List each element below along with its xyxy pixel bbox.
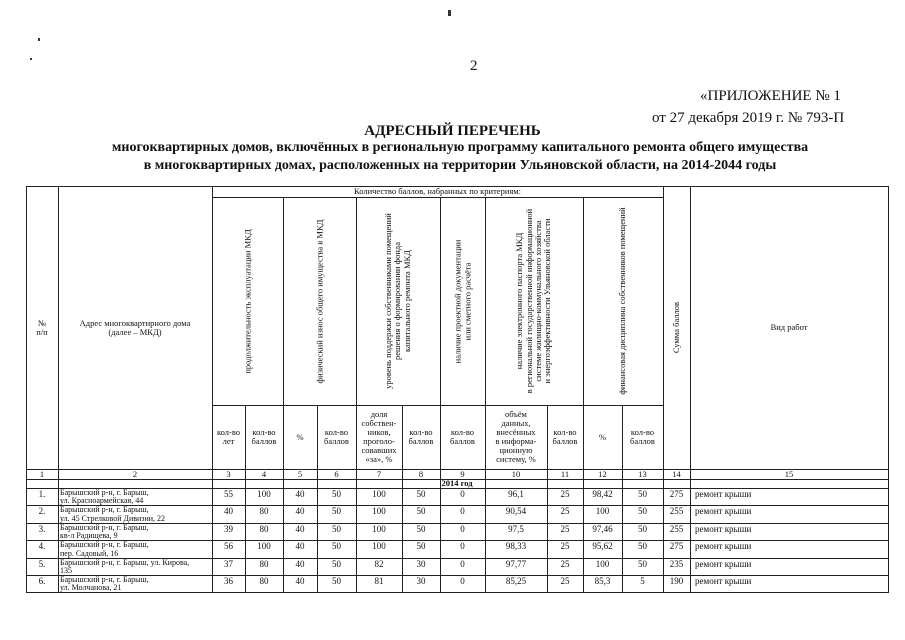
- row-value: 81: [374, 576, 384, 586]
- row-value: 50: [416, 523, 426, 534]
- row-value: 255: [669, 506, 684, 517]
- row-value: 97,5: [508, 523, 524, 534]
- row-number: 2.: [38, 506, 46, 517]
- row-value: 0: [460, 523, 465, 534]
- row-value: 0: [460, 489, 465, 499]
- row-value: 30: [416, 558, 426, 569]
- criterion-header-5: наличие электронного паспорта МКД в региональной государственной информационной системе жилищно-коммунального хозяйства и энергоэффективности Ульяновской области: [514, 208, 553, 394]
- row-value: 96,1: [508, 489, 524, 499]
- row-value: 30: [416, 576, 426, 586]
- column-header-address: Адрес многоквартирного дома (далее – МКД): [79, 317, 191, 337]
- row-value: 100: [257, 489, 271, 499]
- row-value: 50: [332, 541, 341, 552]
- row-value: 50: [416, 489, 426, 499]
- row-value: 25: [560, 489, 570, 499]
- row-value: 80: [259, 506, 269, 517]
- criterion-header-3: уровень поддержки собственниками помещений решения о формировании фонда капитального ремонта МКД: [382, 213, 412, 389]
- column-number: 4: [261, 468, 267, 479]
- column-header-work-type: Вид работ: [770, 322, 808, 333]
- subheader-cell: кол-во баллов: [251, 427, 277, 446]
- row-value: 100: [595, 506, 610, 517]
- row-value: 50: [416, 506, 426, 517]
- subheader-cell: кол-во лет: [216, 427, 241, 446]
- subheader-cell: объём данных, внесённых в информа- ционную систему, %: [495, 409, 537, 464]
- appendix-label: «ПРИЛОЖЕНИЕ № 1: [700, 88, 841, 104]
- row-value: 25: [560, 523, 570, 534]
- document-title: АДРЕСНЫЙ ПЕРЕЧЕНЬ: [364, 123, 541, 139]
- row-value: 100: [372, 541, 386, 552]
- row-work-type: ремонт крыши: [695, 506, 752, 517]
- row-value: 98,42: [592, 489, 613, 499]
- row-value: 100: [372, 506, 386, 517]
- table-border-right: [888, 186, 889, 593]
- row-value: 0: [460, 576, 465, 586]
- decree-reference: от 27 декабря 2019 г. № 793-П: [652, 110, 845, 126]
- criterion-header-4: наличие проектной документации или сметного расчёта: [452, 239, 472, 363]
- row-value: 50: [332, 523, 341, 534]
- column-number: 5: [297, 468, 303, 479]
- column-header-score-sum: Сумма баллов: [670, 301, 681, 354]
- row-value: 95,62: [592, 541, 613, 552]
- row-value: 40: [295, 506, 305, 517]
- column-number: 2: [132, 468, 138, 479]
- scan-speck: [448, 10, 451, 16]
- column-number: 7: [376, 468, 382, 479]
- row-value: 39: [224, 523, 233, 534]
- row-address: Барышский р-н, г. Барыш, ул. Красноармейская, 44: [60, 488, 149, 506]
- column-number: 12: [598, 468, 607, 479]
- row-work-type: ремонт крыши: [695, 558, 752, 569]
- subheader-cell: доля собствен- ников, проголо- совавших «за», %: [361, 409, 397, 464]
- criterion-header-1: продолжительность эксплуатации МКД: [241, 228, 252, 374]
- year-row-label: 2014 год: [441, 478, 473, 489]
- row-value: 97,77: [505, 558, 527, 569]
- row-value: 40: [295, 576, 305, 586]
- column-number: 6: [334, 468, 339, 479]
- row-number: 6.: [38, 576, 46, 586]
- row-value: 50: [416, 541, 426, 552]
- row-value: 80: [259, 558, 269, 569]
- row-value: 0: [460, 558, 465, 569]
- row-value: 100: [595, 558, 610, 569]
- column-number: 13: [638, 468, 647, 479]
- scan-speck: [38, 38, 40, 41]
- column-number: 9: [460, 468, 465, 479]
- row-address: Барышский р-н, г. Барыш, ул. Молчанова, 21: [60, 575, 149, 593]
- row-number: 3.: [38, 523, 46, 534]
- row-value: 85,3: [594, 576, 611, 586]
- row-value: 50: [638, 558, 647, 569]
- column-number: 10: [511, 468, 521, 479]
- row-value: 0: [460, 541, 465, 552]
- row-value: 97,46: [592, 523, 613, 534]
- row-value: 50: [638, 489, 647, 499]
- row-value: 36: [224, 576, 233, 586]
- criteria-group-header: Количество баллов, набранных по критериям:: [353, 186, 522, 197]
- row-value: 50: [638, 506, 647, 517]
- scan-speck: [30, 58, 32, 60]
- row-value: 85,25: [505, 576, 527, 586]
- row-work-type: ремонт крыши: [695, 541, 752, 552]
- subheader-cell: %: [598, 431, 607, 442]
- row-value: 50: [332, 506, 341, 517]
- row-value: 25: [560, 506, 570, 517]
- row-value: 255: [669, 523, 684, 534]
- column-number: 14: [672, 468, 681, 479]
- row-value: 82: [374, 558, 384, 569]
- row-address: Барышский р-н, г. Барыш, ул. Кирова, 135: [60, 557, 190, 575]
- row-value: 25: [560, 541, 570, 552]
- row-work-type: ремонт крыши: [695, 523, 752, 534]
- row-value: 80: [259, 523, 269, 534]
- subheader-cell: кол-во баллов: [630, 427, 655, 446]
- subheader-cell: кол-во баллов: [450, 427, 475, 446]
- row-value: 40: [295, 558, 305, 569]
- column-header-number: № п/п: [36, 317, 48, 337]
- row-value: 80: [259, 576, 269, 586]
- document-subtitle-line2: в многоквартирных домах, расположенных на территории Ульяновской области, на 2014-2044 годы: [143, 158, 777, 173]
- row-value: 25: [560, 558, 570, 569]
- row-value: 56: [224, 541, 233, 552]
- row-value: 235: [669, 558, 684, 569]
- document-subtitle-line1: многоквартирных домов, включённых в региональную программу капитального ремонта общего имущества: [111, 140, 809, 155]
- row-work-type: ремонт крыши: [695, 576, 752, 586]
- row-value: 40: [295, 541, 305, 552]
- row-value: 50: [638, 541, 647, 552]
- row-number: 5.: [38, 558, 46, 569]
- row-number: 4.: [38, 541, 46, 552]
- row-value: 98,33: [505, 541, 527, 552]
- row-address: Барышский р-н, г. Барыш, кв-л Радищева, 9: [60, 522, 149, 541]
- row-address: Барышский р-н, г. Барыш, пер. Садовый, 16: [60, 540, 149, 558]
- row-value: 5: [640, 576, 645, 586]
- row-value: 50: [638, 523, 647, 534]
- row-value: 40: [295, 489, 305, 499]
- criterion-header-6: финансовая дисциплина собственников помещений: [617, 207, 628, 395]
- column-number: 1: [39, 468, 45, 479]
- row-value: 40: [224, 506, 233, 517]
- row-value: 50: [332, 558, 341, 569]
- row-value: 190: [669, 576, 684, 586]
- subheader-cell: %: [296, 431, 304, 442]
- column-number: 3: [226, 468, 231, 479]
- row-value: 100: [372, 523, 386, 534]
- row-value: 50: [332, 489, 341, 499]
- criterion-header-2: физический износ общего имущества в МКД: [313, 219, 324, 383]
- column-number: 8: [418, 468, 424, 479]
- page-number: 2: [470, 58, 478, 74]
- row-address: Барышский р-н, г. Барыш, ул. 45 Стрелковой Дивизии, 22: [60, 505, 166, 523]
- row-value: 50: [332, 576, 341, 586]
- row-value: 275: [669, 489, 684, 499]
- row-value: 37: [224, 558, 233, 569]
- row-value: 25: [560, 576, 570, 586]
- row-value: 40: [295, 523, 305, 534]
- column-number: 15: [784, 468, 794, 479]
- row-value: 0: [460, 506, 465, 517]
- row-value: 275: [669, 541, 684, 552]
- row-value: 100: [257, 541, 271, 552]
- row-work-type: ремонт крыши: [695, 489, 752, 499]
- row-number: 1.: [38, 489, 46, 499]
- subheader-cell: кол-во баллов: [408, 427, 434, 446]
- subheader-cell: кол-во баллов: [324, 427, 349, 446]
- column-number: 11: [560, 468, 570, 479]
- row-value: 55: [224, 489, 233, 499]
- row-value: 100: [372, 489, 386, 499]
- row-value: 90,54: [505, 506, 527, 517]
- subheader-cell: кол-во баллов: [552, 427, 578, 446]
